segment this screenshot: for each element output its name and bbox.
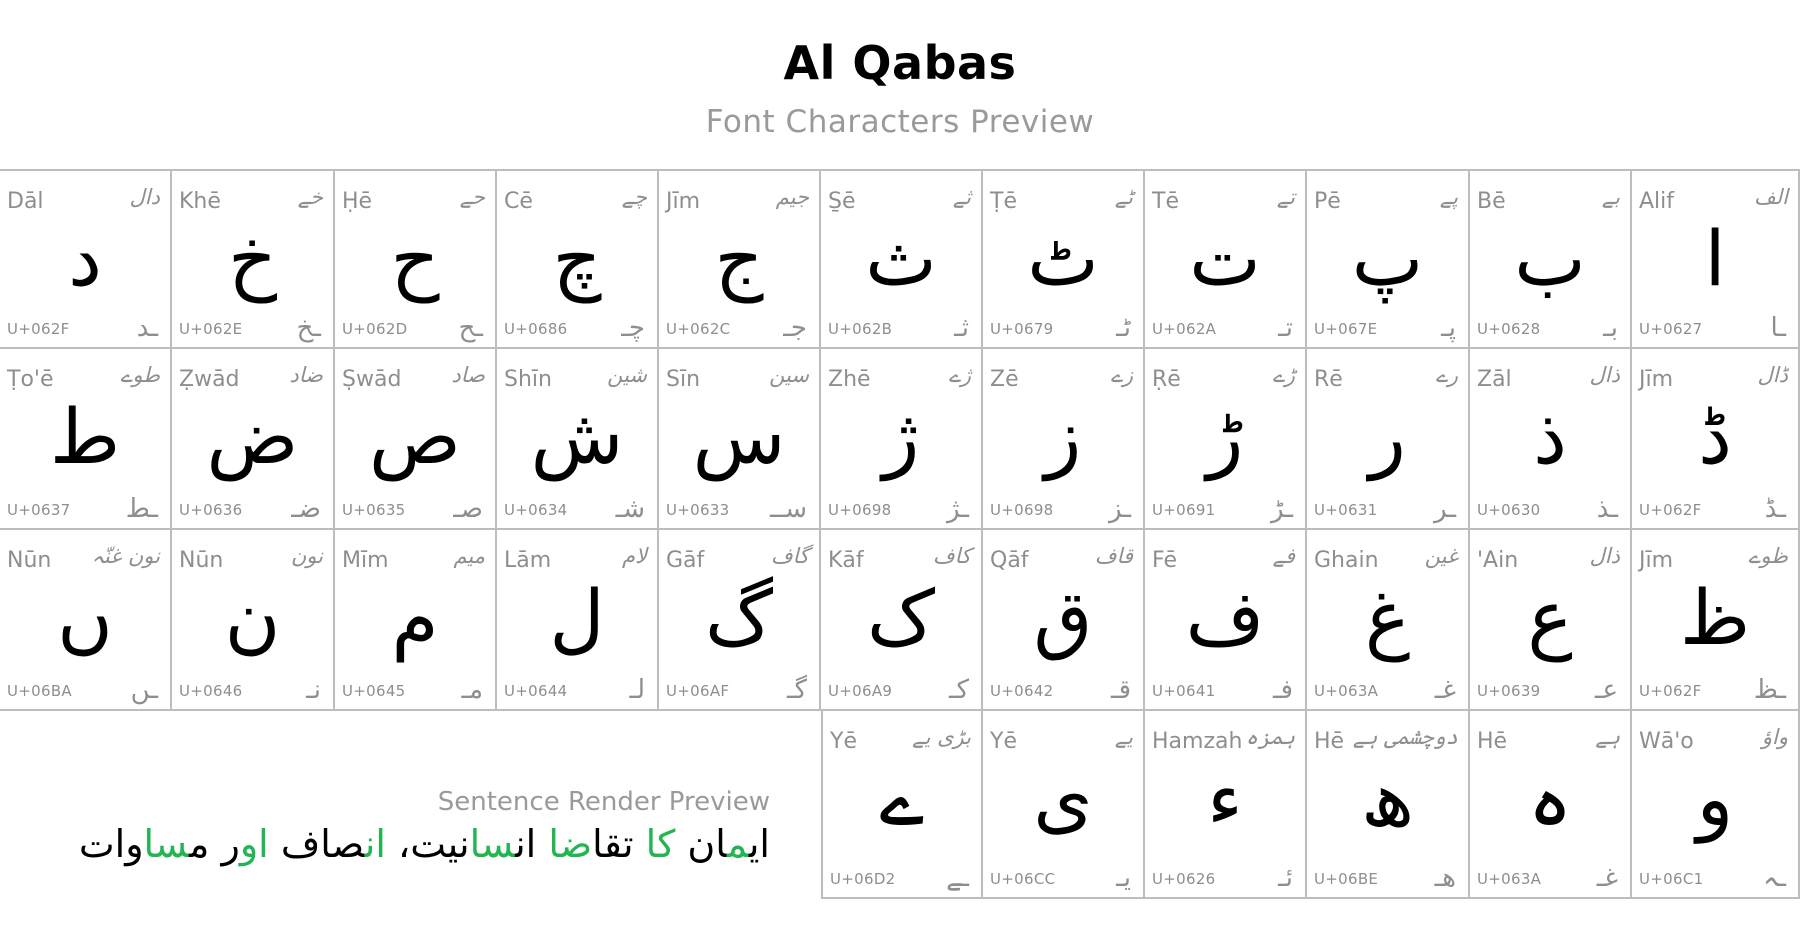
char-cell <box>659 169 821 349</box>
char-isolated-form: ـد <box>136 313 158 343</box>
char-isolated-form: ســ <box>769 494 807 524</box>
char-glyph: ک <box>866 573 936 662</box>
char-urdu-name: واؤ <box>1761 725 1788 749</box>
char-isolated-form: ٹـ <box>1116 313 1131 343</box>
char-codepoint: U+067E <box>1314 320 1378 338</box>
char-codepoint: U+0698 <box>828 501 892 519</box>
sentence-label: Sentence Render Preview <box>437 787 770 817</box>
char-isolated-form: ئـ <box>1278 863 1293 893</box>
char-isolated-form: قـ <box>1110 675 1131 705</box>
char-isolated-form: گـ <box>787 675 807 705</box>
char-urdu-name: حے <box>459 185 485 209</box>
char-name: Zāl <box>1477 367 1512 392</box>
char-codepoint: U+06AF <box>666 682 730 700</box>
char-name: Shīn <box>504 367 552 392</box>
char-isolated-form: ـز <box>1109 494 1131 524</box>
char-isolated-form: جـ <box>783 313 807 343</box>
char-glyph: ذ <box>1533 392 1567 481</box>
char-cell <box>983 169 1145 349</box>
char-isolated-form: شـ <box>615 494 645 524</box>
char-name: Sīn <box>666 367 701 392</box>
char-name: Rē <box>1314 367 1343 392</box>
char-name: Ṭē <box>990 189 1017 214</box>
char-urdu-name: چے <box>621 185 647 209</box>
char-cell <box>821 349 983 530</box>
char-urdu-name: ڈال <box>1757 363 1788 387</box>
char-codepoint: U+0698 <box>990 501 1054 519</box>
page-subtitle: Font Characters Preview <box>705 104 1095 140</box>
char-isolated-form: عـ <box>1594 675 1618 705</box>
char-cell <box>0 349 172 530</box>
character-grid <box>0 169 1800 905</box>
char-codepoint: U+062A <box>1152 320 1217 338</box>
char-isolated-form: ـے <box>946 863 969 893</box>
char-cell <box>659 349 821 530</box>
char-name: Wā'o <box>1639 729 1694 754</box>
char-isolated-form: ثـ <box>954 313 969 343</box>
char-cell <box>1632 711 1800 899</box>
char-urdu-name: لام <box>622 544 647 568</box>
sentence-fragment: سا <box>143 822 190 866</box>
char-isolated-form: ـژ <box>947 494 969 524</box>
char-cell <box>1470 530 1632 711</box>
char-urdu-name: بڑی یے <box>912 725 971 749</box>
sentence-fragment: ان <box>364 822 386 866</box>
char-urdu-name: دال <box>129 185 160 209</box>
char-isolated-form: یـ <box>1116 863 1131 893</box>
char-glyph: ع <box>1527 573 1573 662</box>
char-name: Jīm <box>1639 367 1674 392</box>
char-cell <box>983 530 1145 711</box>
char-urdu-name: ٹے <box>1114 185 1133 209</box>
char-cell <box>497 169 659 349</box>
char-isolated-form: ھـ <box>1434 863 1456 893</box>
char-urdu-name: نون <box>290 544 323 568</box>
char-name: Khē <box>179 189 221 214</box>
char-urdu-name: ذال <box>1589 544 1620 568</box>
char-name: Ḥē <box>342 189 373 214</box>
char-glyph: ق <box>1033 573 1093 662</box>
char-glyph: ح <box>390 214 440 303</box>
char-glyph: پ <box>1351 214 1424 303</box>
char-glyph: ڑ <box>1206 392 1244 481</box>
char-codepoint: U+063A <box>1477 870 1542 888</box>
page-title: Al Qabas <box>783 36 1017 90</box>
char-codepoint: U+06D2 <box>830 870 896 888</box>
char-glyph: ص <box>369 392 461 481</box>
char-urdu-name: غین <box>1424 544 1458 568</box>
char-urdu-name: نون غنّہ <box>91 544 160 568</box>
char-cell <box>1632 349 1800 530</box>
char-codepoint: U+06A9 <box>828 682 893 700</box>
char-cell <box>172 349 335 530</box>
char-glyph: ء <box>1207 754 1243 843</box>
char-codepoint: U+0636 <box>179 501 243 519</box>
sentence-fragment: ای <box>748 822 770 866</box>
char-glyph: ب <box>1514 214 1586 303</box>
sentence-fragment: تقا <box>592 822 646 866</box>
char-codepoint: U+0633 <box>666 501 730 519</box>
char-cell <box>0 169 172 349</box>
char-urdu-name: ضاد <box>289 363 323 387</box>
char-cell <box>335 530 497 711</box>
char-isolated-form: غـ <box>1434 675 1456 705</box>
char-codepoint: U+063A <box>1314 682 1379 700</box>
char-urdu-name: شین <box>607 363 647 387</box>
char-isolated-form: تـ <box>1278 313 1293 343</box>
char-cell <box>497 530 659 711</box>
char-name: Alif <box>1639 189 1675 214</box>
char-codepoint: U+0639 <box>1477 682 1541 700</box>
char-cell <box>983 349 1145 530</box>
char-name: 'Ain <box>1477 548 1519 573</box>
char-glyph: و <box>1696 754 1734 843</box>
char-cell <box>821 711 983 899</box>
char-cell <box>1307 349 1470 530</box>
char-urdu-name: دوچشمی ہے <box>1352 725 1458 749</box>
char-name: Nūn <box>179 548 224 573</box>
char-isolated-form: پـ <box>1441 313 1456 343</box>
char-isolated-form: ـر <box>1434 494 1456 524</box>
char-cell <box>1145 349 1307 530</box>
char-codepoint: U+0641 <box>1152 682 1216 700</box>
char-isolated-form: ـا <box>1770 313 1786 343</box>
char-codepoint: U+06BA <box>7 682 72 700</box>
char-glyph: ی <box>1033 754 1093 843</box>
char-codepoint: U+0645 <box>342 682 406 700</box>
char-isolated-form: ـح <box>458 313 483 343</box>
char-codepoint: U+062F <box>7 320 70 338</box>
char-codepoint: U+062B <box>828 320 893 338</box>
char-codepoint: U+0686 <box>504 320 568 338</box>
char-cell <box>1470 169 1632 349</box>
char-name: Nūn <box>7 548 52 573</box>
char-cell <box>821 530 983 711</box>
char-name: Jīm <box>666 189 701 214</box>
char-isolated-form: بـ <box>1603 313 1618 343</box>
char-glyph: ے <box>879 754 925 843</box>
char-cell <box>0 530 172 711</box>
char-glyph: م <box>391 573 439 662</box>
char-isolated-form: ـذ <box>1596 494 1618 524</box>
char-urdu-name: پے <box>1439 185 1458 209</box>
char-cell <box>1307 711 1470 899</box>
char-codepoint: U+0628 <box>1477 320 1541 338</box>
char-codepoint: U+062D <box>342 320 408 338</box>
char-cell <box>1632 530 1800 711</box>
char-urdu-name: ہے <box>1595 725 1620 749</box>
char-name: Dāl <box>7 189 44 214</box>
char-name: Ṣwād <box>342 367 402 392</box>
char-isolated-form: ـظ <box>1753 675 1786 705</box>
char-codepoint: U+062F <box>1639 682 1702 700</box>
char-name: Pē <box>1314 189 1341 214</box>
char-glyph: چ <box>552 214 602 303</box>
char-name: Yē <box>830 729 857 754</box>
char-urdu-name: ظوے <box>1748 544 1788 568</box>
char-isolated-form: ـخ <box>296 313 321 343</box>
char-cell <box>1145 169 1307 349</box>
char-name: Bē <box>1477 189 1506 214</box>
char-codepoint: U+0642 <box>990 682 1054 700</box>
char-glyph: ر <box>1369 392 1406 481</box>
char-cell <box>497 349 659 530</box>
char-glyph: ھ <box>1360 754 1415 843</box>
char-name: Hē <box>1477 729 1508 754</box>
char-urdu-name: قاف <box>1094 544 1133 568</box>
char-name: Zē <box>990 367 1019 392</box>
char-name: Kāf <box>828 548 864 573</box>
char-isolated-form: مـ <box>461 675 483 705</box>
char-cell <box>1632 169 1800 349</box>
sentence-fragment: ضا <box>548 822 593 866</box>
char-glyph: ں <box>57 573 113 662</box>
char-name: Ghain <box>1314 548 1379 573</box>
char-codepoint: U+0626 <box>1152 870 1216 888</box>
char-glyph: س <box>692 392 786 481</box>
char-cell <box>821 169 983 349</box>
char-urdu-name: جیم <box>775 185 809 209</box>
char-urdu-name: میم <box>453 544 485 568</box>
char-isolated-form: ـڑ <box>1271 494 1293 524</box>
char-codepoint: U+06BE <box>1314 870 1379 888</box>
char-isolated-form: ـڈ <box>1764 494 1786 524</box>
char-cell <box>983 711 1145 899</box>
char-name: Gāf <box>666 548 705 573</box>
char-codepoint: U+062E <box>179 320 243 338</box>
char-glyph: ش <box>530 392 624 481</box>
char-glyph: ل <box>549 573 605 662</box>
char-glyph: ز <box>1044 392 1082 481</box>
char-glyph: ژ <box>882 392 920 481</box>
char-isolated-form: چـ <box>621 313 645 343</box>
char-glyph: ط <box>49 392 121 481</box>
char-isolated-form: نـ <box>306 675 321 705</box>
char-urdu-name: خے <box>297 185 323 209</box>
char-codepoint: U+062C <box>666 320 731 338</box>
char-urdu-name: ڑے <box>1272 363 1295 387</box>
char-isolated-form: ـط <box>125 494 158 524</box>
char-name: Yē <box>990 729 1017 754</box>
char-glyph: گ <box>704 573 774 662</box>
char-codepoint: U+0691 <box>1152 501 1216 519</box>
sentence-fragment: سا <box>469 822 516 866</box>
char-cell <box>172 169 335 349</box>
char-name: Fē <box>1152 548 1177 573</box>
char-glyph: ض <box>206 392 299 481</box>
char-cell <box>1145 711 1307 899</box>
char-codepoint: U+0634 <box>504 501 568 519</box>
char-urdu-name: ہمزہ <box>1245 725 1295 749</box>
char-isolated-form: ـہ <box>1763 863 1786 893</box>
char-urdu-name: فے <box>1272 544 1295 568</box>
char-urdu-name: طوے <box>120 363 160 387</box>
char-urdu-name: صاد <box>451 363 485 387</box>
sentence-fragment: ان <box>515 822 549 866</box>
char-glyph: ن <box>224 573 281 662</box>
char-glyph: ج <box>714 214 764 303</box>
sentence-fragment: صاف <box>268 822 365 866</box>
char-cell <box>1145 530 1307 711</box>
sentence-fragment: ر م <box>189 822 240 866</box>
char-name: Qāf <box>990 548 1029 573</box>
char-codepoint: U+062F <box>1639 501 1702 519</box>
char-name: Jīm <box>1639 548 1674 573</box>
char-codepoint: U+0646 <box>179 682 243 700</box>
char-isolated-form: کـ <box>949 675 969 705</box>
char-codepoint: U+06C1 <box>1639 870 1704 888</box>
char-cell <box>335 349 497 530</box>
sentence-fragment: او <box>239 822 269 866</box>
char-isolated-form: ضـ <box>291 494 321 524</box>
char-codepoint: U+0627 <box>1639 320 1703 338</box>
char-glyph: د <box>68 214 102 303</box>
char-urdu-name: الف <box>1754 185 1788 209</box>
char-name: Lām <box>504 548 552 573</box>
char-cell <box>659 530 821 711</box>
char-isolated-form: غـ <box>1596 863 1618 893</box>
char-glyph: ہ <box>1527 754 1573 843</box>
char-glyph: ظ <box>1679 573 1751 662</box>
char-urdu-name: کاف <box>932 544 971 568</box>
char-name: Hē <box>1314 729 1345 754</box>
char-urdu-name: ژے <box>948 363 971 387</box>
char-glyph: غ <box>1364 573 1411 662</box>
sentence-fragment: وات <box>78 822 144 866</box>
char-urdu-name: تے <box>1276 185 1295 209</box>
char-glyph: ا <box>1704 214 1726 303</box>
char-glyph: ف <box>1185 573 1265 662</box>
char-codepoint: U+0644 <box>504 682 568 700</box>
char-glyph: ت <box>1189 214 1261 303</box>
char-urdu-name: سین <box>769 363 809 387</box>
char-glyph: ڈ <box>1698 392 1732 481</box>
char-codepoint: U+0637 <box>7 501 71 519</box>
char-urdu-name: زے <box>1110 363 1133 387</box>
char-isolated-form: فـ <box>1272 675 1293 705</box>
char-name: Ṭo'ē <box>7 367 54 392</box>
char-glyph: ث <box>865 214 937 303</box>
char-name: Ẓwād <box>179 367 240 392</box>
char-cell <box>335 169 497 349</box>
char-name: Mīm <box>342 548 389 573</box>
char-name: Zhē <box>828 367 871 392</box>
char-name: Cē <box>504 189 533 214</box>
char-cell <box>1307 530 1470 711</box>
sentence-fragment: نیت، <box>385 822 470 866</box>
char-name: Ṛē <box>1152 367 1181 392</box>
char-name: Hamzah <box>1152 729 1243 754</box>
sentence-fragment: م <box>726 822 749 866</box>
char-urdu-name: گاف <box>770 544 809 568</box>
char-urdu-name: رے <box>1435 363 1458 387</box>
char-isolated-form: صـ <box>453 494 483 524</box>
char-cell <box>1307 169 1470 349</box>
char-codepoint: U+0679 <box>990 320 1054 338</box>
char-urdu-name: یے <box>1114 725 1133 749</box>
char-name: Tē <box>1152 189 1179 214</box>
char-cell <box>1470 349 1632 530</box>
sentence-fragment: ان <box>675 822 727 866</box>
char-codepoint: U+06CC <box>990 870 1056 888</box>
char-codepoint: U+0635 <box>342 501 406 519</box>
char-urdu-name: ثے <box>952 185 971 209</box>
char-isolated-form: ـں <box>130 675 158 705</box>
char-glyph: ٹ <box>1027 214 1099 303</box>
char-cell <box>172 530 335 711</box>
char-isolated-form: لـ <box>629 675 645 705</box>
char-cell <box>1470 711 1632 899</box>
char-codepoint: U+0631 <box>1314 501 1378 519</box>
char-name: S̱ē <box>828 189 856 214</box>
char-codepoint: U+0630 <box>1477 501 1541 519</box>
char-urdu-name: ذال <box>1589 363 1620 387</box>
char-urdu-name: بے <box>1601 185 1620 209</box>
sentence-preview <box>40 822 770 866</box>
sentence-fragment: کا <box>645 822 676 866</box>
char-glyph: خ <box>227 214 278 303</box>
